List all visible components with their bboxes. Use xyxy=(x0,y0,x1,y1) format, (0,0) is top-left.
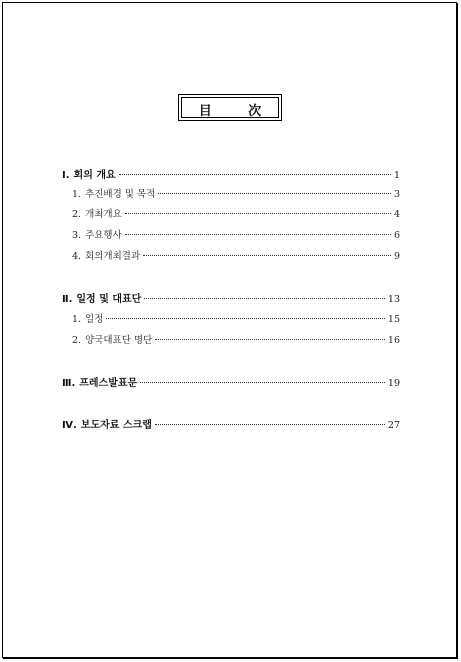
toc-item-1-4[interactable] xyxy=(62,248,400,264)
toc-label: 양국대표단 명단 xyxy=(85,335,153,346)
toc-label: 추진배경 및 목적 xyxy=(85,189,156,200)
toc-section-4[interactable] xyxy=(62,416,400,432)
toc-number: 2. xyxy=(72,209,82,220)
toc-label: 일정 및 대표단 xyxy=(76,294,142,305)
dot-leader xyxy=(144,298,385,299)
dot-leader xyxy=(106,318,384,319)
toc-page: 27 xyxy=(387,420,400,431)
dot-leader xyxy=(125,234,391,235)
toc-page: 13 xyxy=(387,294,400,305)
dot-leader xyxy=(158,193,391,194)
toc-label: 개최개요 xyxy=(85,209,122,220)
toc-label: 일정 xyxy=(85,314,104,325)
toc-page: 19 xyxy=(387,378,400,389)
toc-number: Ⅰ. xyxy=(62,170,70,181)
dot-leader xyxy=(143,255,391,256)
toc-label: 보도자료 스크랩 xyxy=(80,420,152,431)
toc-page: 3 xyxy=(393,189,400,200)
toc-section-3[interactable] xyxy=(62,374,400,390)
toc-number: 3. xyxy=(72,230,82,241)
dot-leader xyxy=(155,424,385,425)
toc-label: 회의 개요 xyxy=(73,170,116,181)
dot-leader xyxy=(119,174,391,175)
toc-section-2[interactable] xyxy=(62,290,400,306)
toc-item-1-3[interactable] xyxy=(62,227,400,243)
toc-number: 4. xyxy=(72,251,82,262)
toc-number: 2. xyxy=(72,335,82,346)
toc-page: 9 xyxy=(393,251,400,262)
toc-number: 1. xyxy=(72,189,82,200)
title-box xyxy=(178,94,282,121)
toc-item-1-2[interactable] xyxy=(62,206,400,222)
toc-page: 15 xyxy=(387,314,400,325)
dot-leader xyxy=(155,339,385,340)
toc-number: 1. xyxy=(72,314,82,325)
toc-page: 1 xyxy=(393,170,400,181)
dot-leader xyxy=(125,213,391,214)
toc-label: 주요행사 xyxy=(85,230,122,241)
toc-section-1[interactable] xyxy=(62,166,400,182)
page-title: 目 次 xyxy=(198,104,278,119)
toc-number: Ⅲ. xyxy=(62,378,76,389)
dot-leader xyxy=(140,382,385,383)
toc-page: 4 xyxy=(393,209,400,220)
toc-number: Ⅱ. xyxy=(62,294,73,305)
toc-page: 6 xyxy=(393,230,400,241)
toc-page: 16 xyxy=(387,335,400,346)
toc-label: 회의개최결과 xyxy=(85,251,141,262)
toc-item-2-2[interactable] xyxy=(62,332,400,348)
toc-item-2-1[interactable] xyxy=(62,311,400,327)
toc-item-1-1[interactable] xyxy=(62,186,400,202)
toc-label: 프레스발표문 xyxy=(79,378,138,389)
toc-number: Ⅳ. xyxy=(62,420,77,431)
